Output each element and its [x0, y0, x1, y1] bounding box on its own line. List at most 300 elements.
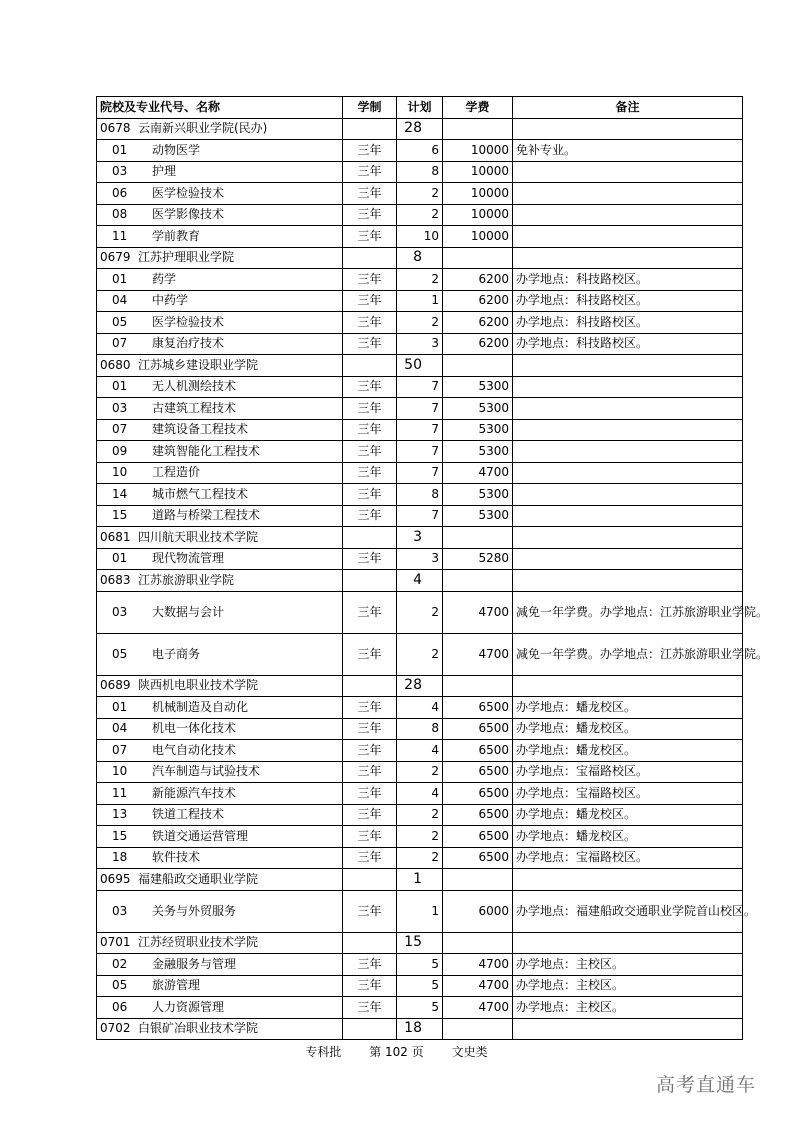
major-plan: 5 — [397, 975, 443, 997]
school-row — [97, 675, 743, 697]
major-name-cell — [97, 697, 343, 719]
major-name-cell — [97, 183, 343, 205]
major-note: 减免一年学费。办学地点：江苏旅游职业学院。 — [513, 633, 743, 675]
header-system: 学制 — [343, 97, 397, 119]
major-name-cell — [97, 761, 343, 783]
major-code: 11 — [112, 785, 128, 800]
major-row — [97, 226, 743, 248]
major-code: 03 — [112, 400, 128, 415]
major-note: 办学地点：宝福路校区。 — [513, 761, 743, 783]
major-row — [97, 783, 743, 805]
major-fee: 10000 — [443, 161, 513, 183]
major-system: 三年 — [343, 890, 397, 932]
major-plan: 8 — [397, 484, 443, 506]
major-system: 三年 — [343, 591, 397, 633]
major-plan: 5 — [397, 954, 443, 976]
major-fee: 4700 — [443, 633, 513, 675]
major-fee: 6500 — [443, 783, 513, 805]
major-row — [97, 697, 743, 719]
school-fee-cell — [443, 527, 513, 549]
school-code: 0689 — [100, 678, 131, 693]
major-note — [513, 484, 743, 506]
school-plan-total: 8 — [397, 247, 443, 269]
major-code: 01 — [112, 551, 128, 566]
major-row — [97, 740, 743, 762]
school-code: 0695 — [100, 871, 131, 886]
major-plan: 2 — [397, 204, 443, 226]
major-note — [513, 441, 743, 463]
major-row — [97, 376, 743, 398]
major-system: 三年 — [343, 269, 397, 291]
school-system-cell — [343, 869, 397, 891]
major-name: 道路与桥梁工程技术 — [152, 508, 261, 523]
school-name-cell — [97, 675, 343, 697]
major-system: 三年 — [343, 761, 397, 783]
major-plan: 7 — [397, 398, 443, 420]
major-code: 02 — [112, 956, 128, 971]
major-row — [97, 633, 743, 675]
major-system: 三年 — [343, 718, 397, 740]
school-fee-cell — [443, 118, 513, 140]
major-plan: 8 — [397, 161, 443, 183]
major-note: 办学地点：蟠龙校区。 — [513, 697, 743, 719]
major-name: 金融服务与管理 — [152, 956, 237, 971]
major-name: 康复治疗技术 — [152, 336, 225, 351]
major-plan: 7 — [397, 376, 443, 398]
major-name: 电气自动化技术 — [152, 742, 237, 757]
major-row — [97, 441, 743, 463]
major-name-cell — [97, 462, 343, 484]
school-fee-cell — [443, 355, 513, 377]
major-fee: 6200 — [443, 312, 513, 334]
major-code: 14 — [112, 486, 128, 501]
major-name-cell — [97, 398, 343, 420]
major-code: 07 — [112, 336, 128, 351]
school-row — [97, 1018, 743, 1040]
school-note-cell — [513, 247, 743, 269]
major-code: 15 — [112, 828, 128, 843]
school-note-cell — [513, 675, 743, 697]
major-name: 机械制造及自动化 — [152, 699, 249, 714]
school-name-cell — [97, 118, 343, 140]
major-name: 关务与外贸服务 — [152, 903, 237, 918]
major-note: 办学地点：蟠龙校区。 — [513, 740, 743, 762]
major-fee: 4700 — [443, 975, 513, 997]
major-name-cell — [97, 441, 343, 463]
header-name: 院校及专业代号、名称 — [97, 97, 343, 119]
major-code: 10 — [112, 465, 128, 480]
major-note — [513, 419, 743, 441]
major-system: 三年 — [343, 183, 397, 205]
footer-category: 文史类 — [451, 1045, 488, 1059]
header-fee: 学费 — [443, 97, 513, 119]
major-name: 医学检验技术 — [152, 314, 225, 329]
major-system: 三年 — [343, 441, 397, 463]
major-note: 办学地点：蟠龙校区。 — [513, 718, 743, 740]
major-code: 04 — [112, 721, 128, 736]
school-note-cell — [513, 869, 743, 891]
major-name: 汽车制造与试验技术 — [152, 764, 261, 779]
major-plan: 2 — [397, 847, 443, 869]
major-note — [513, 161, 743, 183]
major-plan: 8 — [397, 718, 443, 740]
major-row — [97, 462, 743, 484]
major-name-cell — [97, 783, 343, 805]
major-name: 城市燃气工程技术 — [152, 486, 249, 501]
major-plan: 4 — [397, 783, 443, 805]
major-row — [97, 312, 743, 334]
major-code: 15 — [112, 508, 128, 523]
major-name: 新能源汽车技术 — [152, 785, 237, 800]
school-plan-total: 28 — [397, 118, 443, 140]
major-note — [513, 398, 743, 420]
school-name: 福建船政交通职业学院 — [138, 871, 259, 886]
major-code: 07 — [112, 422, 128, 437]
major-name: 学前教育 — [152, 228, 201, 243]
major-fee: 6500 — [443, 804, 513, 826]
major-plan: 4 — [397, 740, 443, 762]
school-row — [97, 247, 743, 269]
major-code: 18 — [112, 850, 128, 865]
school-note-cell — [513, 527, 743, 549]
school-plan-total: 15 — [397, 932, 443, 954]
major-code: 01 — [112, 142, 128, 157]
school-code: 0702 — [100, 1021, 131, 1036]
major-fee: 10000 — [443, 183, 513, 205]
major-plan: 5 — [397, 997, 443, 1019]
major-system: 三年 — [343, 804, 397, 826]
school-system-cell — [343, 527, 397, 549]
major-system: 三年 — [343, 161, 397, 183]
school-name-cell — [97, 355, 343, 377]
major-row — [97, 761, 743, 783]
major-system: 三年 — [343, 312, 397, 334]
major-name-cell — [97, 633, 343, 675]
footer-batch: 专科批 — [305, 1045, 342, 1059]
major-fee: 4700 — [443, 954, 513, 976]
major-fee: 6500 — [443, 740, 513, 762]
school-plan-total: 28 — [397, 675, 443, 697]
major-name-cell — [97, 140, 343, 162]
major-code: 06 — [112, 185, 128, 200]
major-system: 三年 — [343, 826, 397, 848]
major-plan: 2 — [397, 804, 443, 826]
major-note — [513, 376, 743, 398]
major-code: 05 — [112, 314, 128, 329]
major-row — [97, 804, 743, 826]
major-system: 三年 — [343, 954, 397, 976]
school-note-cell — [513, 1018, 743, 1040]
major-name: 电子商务 — [152, 646, 201, 661]
table-body — [97, 118, 769, 1040]
major-code: 05 — [112, 646, 128, 661]
major-row — [97, 204, 743, 226]
header-plan: 计划 — [397, 97, 443, 119]
major-note — [513, 183, 743, 205]
major-plan: 2 — [397, 183, 443, 205]
major-row — [97, 505, 743, 527]
major-name-cell — [97, 718, 343, 740]
major-name: 大数据与会计 — [152, 604, 225, 619]
major-plan: 2 — [397, 633, 443, 675]
major-note: 免补专业。 — [513, 140, 743, 162]
major-row — [97, 484, 743, 506]
school-note-cell — [513, 932, 743, 954]
school-fee-cell — [443, 869, 513, 891]
major-name-cell — [97, 333, 343, 355]
major-name-cell — [97, 376, 343, 398]
major-note — [513, 226, 743, 248]
school-name-cell — [97, 869, 343, 891]
major-name-cell — [97, 740, 343, 762]
major-row — [97, 140, 743, 162]
major-name-cell — [97, 204, 343, 226]
school-code: 0681 — [100, 529, 131, 544]
major-system: 三年 — [343, 419, 397, 441]
major-row — [97, 847, 743, 869]
school-plan-total: 50 — [397, 355, 443, 377]
major-name-cell — [97, 826, 343, 848]
major-plan: 2 — [397, 312, 443, 334]
major-code: 09 — [112, 443, 128, 458]
school-note-cell — [513, 570, 743, 592]
major-system: 三年 — [343, 633, 397, 675]
school-row — [97, 932, 743, 954]
major-fee: 6500 — [443, 847, 513, 869]
school-system-cell — [343, 932, 397, 954]
school-note-cell — [513, 355, 743, 377]
major-name: 建筑设备工程技术 — [152, 422, 249, 437]
school-system-cell — [343, 247, 397, 269]
major-row — [97, 398, 743, 420]
major-plan: 3 — [397, 333, 443, 355]
major-name-cell — [97, 548, 343, 570]
major-row — [97, 183, 743, 205]
major-note: 办学地点：福建船政交通职业学院首山校区。 — [513, 890, 743, 932]
page-footer — [0, 1043, 793, 1060]
major-name: 铁道工程技术 — [152, 807, 225, 822]
major-fee: 6500 — [443, 718, 513, 740]
school-system-cell — [343, 675, 397, 697]
major-row — [97, 333, 743, 355]
major-name-cell — [97, 419, 343, 441]
school-row — [97, 118, 743, 140]
major-code: 10 — [112, 764, 128, 779]
major-code: 03 — [112, 164, 128, 179]
major-name: 古建筑工程技术 — [152, 400, 237, 415]
major-row — [97, 718, 743, 740]
school-system-cell — [343, 118, 397, 140]
major-plan: 6 — [397, 140, 443, 162]
school-name: 云南新兴职业学院(民办) — [138, 121, 268, 136]
school-name: 江苏经贸职业技术学院 — [138, 935, 259, 950]
major-note: 办学地点：宝福路校区。 — [513, 783, 743, 805]
major-fee: 10000 — [443, 226, 513, 248]
school-code: 0679 — [100, 250, 131, 265]
major-fee: 4700 — [443, 591, 513, 633]
major-fee: 6500 — [443, 761, 513, 783]
school-name: 江苏城乡建设职业学院 — [138, 357, 259, 372]
school-name: 白银矿冶职业技术学院 — [138, 1021, 259, 1036]
major-system: 三年 — [343, 290, 397, 312]
table-header-row — [97, 97, 743, 119]
major-name: 工程造价 — [152, 465, 201, 480]
major-name: 人力资源管理 — [152, 999, 225, 1014]
school-note-cell — [513, 118, 743, 140]
major-note: 办学地点：科技路校区。 — [513, 269, 743, 291]
major-system: 三年 — [343, 505, 397, 527]
major-row — [97, 419, 743, 441]
major-note: 办学地点：主校区。 — [513, 954, 743, 976]
school-code: 0683 — [100, 572, 131, 587]
major-note — [513, 548, 743, 570]
watermark-logo: 高考直通车 — [656, 1074, 757, 1096]
major-system: 三年 — [343, 204, 397, 226]
major-name: 软件技术 — [152, 850, 201, 865]
major-fee: 5300 — [443, 441, 513, 463]
major-row — [97, 591, 743, 633]
major-name-cell — [97, 804, 343, 826]
major-name-cell — [97, 847, 343, 869]
major-name: 机电一体化技术 — [152, 721, 237, 736]
major-system: 三年 — [343, 226, 397, 248]
major-fee: 6200 — [443, 290, 513, 312]
school-plan-total: 4 — [397, 570, 443, 592]
major-name-cell — [97, 975, 343, 997]
school-code: 0701 — [100, 935, 131, 950]
school-name-cell — [97, 247, 343, 269]
major-fee: 6500 — [443, 697, 513, 719]
footer-page-number: 第 102 页 — [369, 1045, 424, 1059]
major-code: 04 — [112, 293, 128, 308]
major-name-cell — [97, 890, 343, 932]
major-row — [97, 290, 743, 312]
major-name: 现代物流管理 — [152, 551, 225, 566]
major-code: 13 — [112, 807, 128, 822]
school-fee-cell — [443, 570, 513, 592]
major-name: 护理 — [152, 164, 177, 179]
major-row — [97, 269, 743, 291]
header-note: 备注 — [513, 97, 743, 119]
major-row — [97, 826, 743, 848]
major-code: 05 — [112, 978, 128, 993]
school-fee-cell — [443, 932, 513, 954]
major-plan: 2 — [397, 269, 443, 291]
major-name-cell — [97, 269, 343, 291]
major-plan: 7 — [397, 462, 443, 484]
school-system-cell — [343, 355, 397, 377]
major-note: 减免一年学费。办学地点：江苏旅游职业学院。 — [513, 591, 743, 633]
major-code: 07 — [112, 742, 128, 757]
major-system: 三年 — [343, 548, 397, 570]
major-plan: 7 — [397, 419, 443, 441]
major-code: 01 — [112, 379, 128, 394]
school-fee-cell — [443, 675, 513, 697]
major-code: 01 — [112, 699, 128, 714]
major-fee: 6500 — [443, 826, 513, 848]
major-name-cell — [97, 484, 343, 506]
school-row — [97, 570, 743, 592]
major-row — [97, 161, 743, 183]
major-system: 三年 — [343, 847, 397, 869]
major-name: 无人机测绘技术 — [152, 379, 237, 394]
major-plan: 7 — [397, 505, 443, 527]
major-name-cell — [97, 954, 343, 976]
major-note — [513, 505, 743, 527]
major-system: 三年 — [343, 484, 397, 506]
major-code: 06 — [112, 999, 128, 1014]
major-note — [513, 462, 743, 484]
major-plan: 2 — [397, 761, 443, 783]
school-name: 江苏护理职业学院 — [138, 250, 235, 265]
major-system: 三年 — [343, 140, 397, 162]
school-name: 江苏旅游职业学院 — [138, 572, 235, 587]
major-code: 08 — [112, 207, 128, 222]
school-plan-total: 3 — [397, 527, 443, 549]
major-plan: 3 — [397, 548, 443, 570]
major-system: 三年 — [343, 376, 397, 398]
major-fee: 4700 — [443, 462, 513, 484]
major-name-cell — [97, 591, 343, 633]
school-code: 0680 — [100, 357, 131, 372]
major-system: 三年 — [343, 740, 397, 762]
major-name: 铁道交通运营管理 — [152, 828, 249, 843]
school-name: 陕西机电职业技术学院 — [138, 678, 259, 693]
major-note: 办学地点：宝福路校区。 — [513, 847, 743, 869]
major-system: 三年 — [343, 398, 397, 420]
major-name-cell — [97, 505, 343, 527]
major-fee: 6200 — [443, 269, 513, 291]
major-code: 03 — [112, 604, 128, 619]
major-name: 旅游管理 — [152, 978, 201, 993]
major-row — [97, 954, 743, 976]
major-system: 三年 — [343, 975, 397, 997]
admission-plan-table — [96, 96, 769, 1040]
major-fee: 5300 — [443, 376, 513, 398]
major-plan: 4 — [397, 697, 443, 719]
school-system-cell — [343, 1018, 397, 1040]
major-fee: 6000 — [443, 890, 513, 932]
school-name-cell — [97, 527, 343, 549]
major-row — [97, 975, 743, 997]
school-code: 0678 — [100, 121, 131, 136]
major-system: 三年 — [343, 333, 397, 355]
major-system: 三年 — [343, 997, 397, 1019]
school-plan-total: 18 — [397, 1018, 443, 1040]
major-fee: 10000 — [443, 204, 513, 226]
school-system-cell — [343, 570, 397, 592]
major-note: 办学地点：主校区。 — [513, 975, 743, 997]
school-name: 四川航天职业技术学院 — [138, 529, 259, 544]
major-plan: 1 — [397, 290, 443, 312]
major-fee: 5300 — [443, 419, 513, 441]
school-row — [97, 355, 743, 377]
major-name: 药学 — [152, 271, 177, 286]
major-name-cell — [97, 226, 343, 248]
major-fee: 10000 — [443, 140, 513, 162]
major-name-cell — [97, 290, 343, 312]
major-plan: 2 — [397, 591, 443, 633]
major-plan: 1 — [397, 890, 443, 932]
major-row — [97, 997, 743, 1019]
school-fee-cell — [443, 1018, 513, 1040]
major-name: 动物医学 — [152, 142, 201, 157]
major-code: 01 — [112, 271, 128, 286]
major-system: 三年 — [343, 697, 397, 719]
major-plan: 7 — [397, 441, 443, 463]
major-fee: 4700 — [443, 997, 513, 1019]
major-name: 医学影像技术 — [152, 207, 225, 222]
